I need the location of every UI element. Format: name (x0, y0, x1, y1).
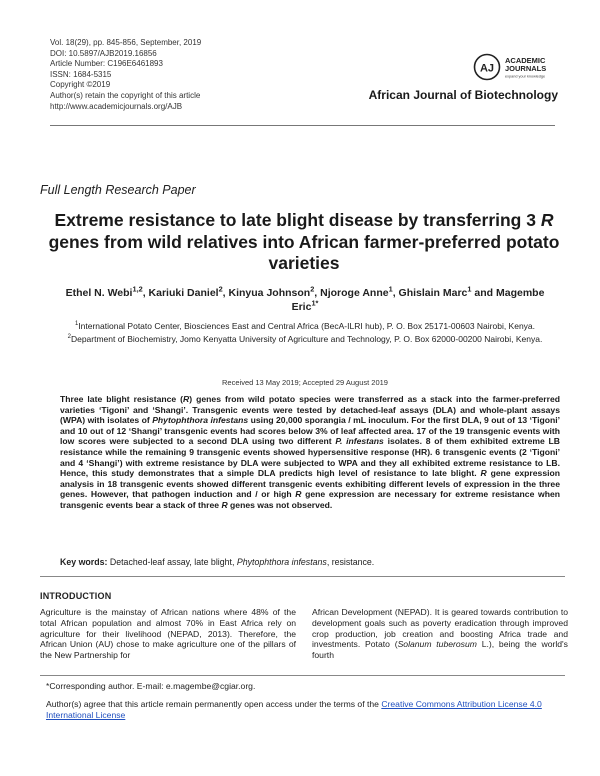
author: and Magembe Eric$^{1*}$ (291, 287, 545, 313)
author-list (60, 286, 550, 314)
corresponding-author: *Corresponding author. E-mail: e.magembe@cgiar.org. (46, 681, 256, 691)
affiliation-2: $^2$Department of Biochemistry, Jomo Kenyatta University of Agriculture and Technology, P. O. Box 62000-00200 Nairobi, Kenya. (67, 334, 543, 344)
meta-rights: Author(s) retain the copyright of this article (50, 90, 201, 100)
logo-graphic (472, 52, 590, 82)
logo-line1: ACADEMIC (505, 56, 546, 65)
license-note: Author(s) agree that this article remain permanently open access under the terms of the Creative Commons Attribution License 4.0 International License (46, 699, 542, 720)
introduction-heading: INTRODUCTION (40, 591, 112, 601)
meta-volume: Vol. 18(29), pp. 845-856, September, 2019 (50, 38, 202, 47)
meta-doi: DOI: 10.5897/AJB2019.16856 (50, 48, 157, 58)
author: Ghislain Marc$^1$ (398, 284, 472, 299)
abstract: Three late blight resistance (R) genes from wild potato species were transferred as a stack into the farmer-preferred varieties ‘Tigoni’ and ‘Shangi’. Transgenic events were tested by detached-leaf assays (DLA) and whole-plant assays (WPA) with isolates of Phytophthora infestans using 20,000 sporangia / mL inoculum. For the first DLA, 9 out of 13 ‘Tigoni’ and 10 out of 12 ‘Shangi’ transgenic events had scores below 3% of leaf affected area. 17 of the 19 transgenic events with low scores were subjected to a second DLA using two different P. infestans isolates. 8 of them exhibited extreme LB resistance while the remaining 9 transgenic events showed hypersensitive response (HR). 6 transgenic events (2 ‘Tigoni’ and 4 ‘Shangi’) with extreme resistance by DLA were subjected to WPA and they all exhibited extreme resistance to LB. Hence, this study demonstrates that a simple DLA predicts high level of resistance to late blight. R gene expression analysis in 18 transgenic events showed different transgenic events exhibiting different levels of expression in the three genes. However, that pathogen induction and / or high R gene expression are necessary for extreme resistance when transgenic events bear a stack of three R genes was not observed. (60, 394, 561, 510)
received-accepted-dates: Received 13 May 2019; Accepted 29 August 2019 (222, 378, 388, 387)
section-divider (40, 576, 565, 577)
affiliations (40, 321, 570, 347)
keywords-label: Key words: (60, 557, 108, 567)
license-link[interactable]: Creative Commons Attribution License 4.0 International License (46, 699, 542, 720)
logo-line2: JOURNALS (505, 64, 547, 73)
author: Ethel N. Webi$^{1,2}$, (65, 284, 149, 299)
meta-copyright: Copyright ©2019 (50, 80, 111, 90)
footnote-divider (40, 675, 565, 676)
title-italic: R (540, 210, 554, 230)
article-metadata (50, 38, 201, 112)
keywords: Key words: Detached-leaf assay, late blight, Phytophthora infestans, resistance. (60, 557, 375, 567)
title-part2: genes from wild relatives into African farmer-preferred potato varieties (48, 231, 560, 273)
author: Njoroge Anne$^1$, (320, 284, 399, 299)
title-part1: Extreme resistance to late blight disease by transferring 3 (54, 210, 541, 230)
paper-category: Full Length Research Paper (40, 183, 196, 197)
meta-issn: ISSN: 1684-5315 (50, 69, 112, 79)
logo-tagline: expand your knowledge (505, 74, 546, 79)
intro-column-left: Agriculture is the mainstay of African nations where 48% of the total African population and almost 70% in East Africa rely on agriculture for their livelihood (NEPAD, 2013). Therefore, the African Union (AU) chose to make agriculture one of the pillars of the New Partnership for (40, 607, 296, 661)
journal-name: African Journal of Biotechnology (368, 88, 558, 102)
intro-column-right: African Development (NEPAD). It is geared towards contribution to development goals such as poverty eradication through improved crop production, job creation and boosting Africa trade and investments. Potato (Solanum tuberosum L.), being the world's fourth (312, 607, 568, 661)
meta-article-number: Article Number: C196E6461893 (50, 59, 163, 69)
author: Kinyua Johnson$^2$, (228, 284, 321, 299)
paper-title (40, 210, 568, 275)
meta-url[interactable]: http://www.academicjournals.org/AJB (50, 101, 183, 111)
logo-mark: AJ (479, 62, 495, 75)
author: Kariuki Daniel$^2$, (148, 284, 229, 299)
header-divider (50, 125, 555, 126)
affiliation-1: $^1$International Potato Center, Biosciences East and Central Africa (BecA-ILRI hub), P. O. Box 25171-00603 Nairobi, Kenya. (74, 321, 536, 331)
academic-journals-logo (472, 52, 590, 82)
